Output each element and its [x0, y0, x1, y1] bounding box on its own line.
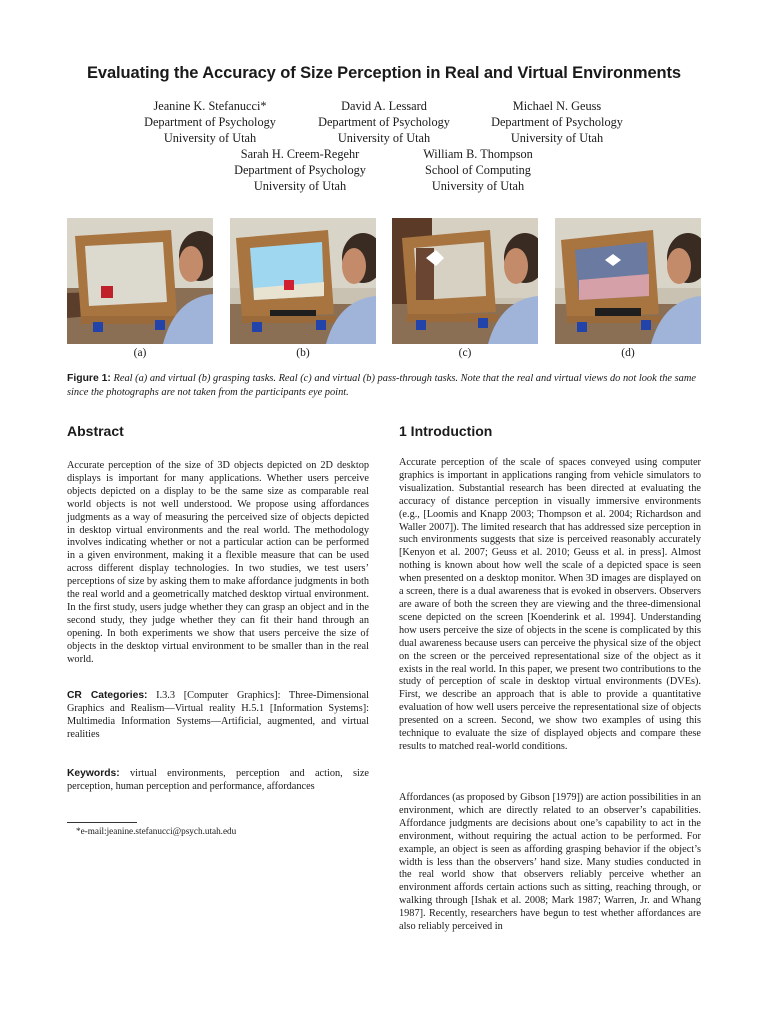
author-name: Jeanine K. Stefanucci* [153, 99, 267, 113]
figure-caption [67, 372, 703, 399]
author-inst: University of Utah [431, 179, 525, 193]
abstract-heading: Abstract [67, 423, 124, 439]
introduction-heading: 1 Introduction [399, 423, 493, 439]
footnote-email: *e-mail:jeanine.stefanucci@psych.utah.edu [76, 826, 237, 836]
author-block-3 [457, 98, 657, 146]
author-block-4 [200, 146, 400, 194]
keywords [67, 768, 369, 794]
introduction-paragraph-1: Accurate perception of the scale of spaces conveyed using computer graphics is important in applications ranging from vehicle simulators to visualization. Substantial research has been directed at evaluating the accuracy of distance perception in visually immersive environments (e.g., [Loomis and Knapp 2003; Thompson et al. 2004; Richardson and Waller 2007]). The limited research that has addressed size perception in such environments suggests that size is perceived reasonably accurately [Kenyon et al. 2007; Geuss et al. 2010; Geuss et al. in press]. Almost nothing is known about how well the scale of a depicted space is seen when presented on a desktop monitor. When 3D images are displayed on a screen, there is a dual awareness that is evoked in observers. Observers are aware of both the screen they are viewing and the three-dimensional scene depicted on the screen [Koenderink et al. 1994]. Understanding how users perceive the size of objects in the scene is complicated by this dual awareness because users can perceive the physical size of the object on the screen or the perceived representational size of the object as it exists in the real world. In this paper, we present two contributions to the study of perception of scale in desktop virtual environments (DVEs). First, we describe an approach that is able to provide a quantitative evaluation of how well users perceive the representational size of objects presented on a screen. Second, we show two examples of using this technique to evaluate the size of displayed objects and compare these results to matched real-world conditions. [399, 457, 701, 752]
figure-photo-real-pass-through [392, 218, 538, 344]
figure-label-b: (b) [296, 347, 310, 359]
author-name: Sarah H. Creem-Regehr [240, 147, 360, 161]
figure-caption-label: Figure 1: [67, 373, 111, 384]
author-name: Michael N. Geuss [512, 99, 602, 113]
figure-photo-virtual-grasping [230, 218, 376, 344]
author-dept: Department of Psychology [144, 115, 276, 129]
author-inst: University of Utah [163, 131, 257, 145]
author-inst: University of Utah [337, 131, 431, 145]
author-name: William B. Thompson [423, 147, 533, 161]
author-inst: University of Utah [253, 179, 347, 193]
abstract-body: Accurate perception of the size of 3D objects depicted on 2D desktop displays is important for many applications. Whether users perceive objects depicted on a display to be the same size as comparable real world objects is not well understood. We propose using affordances judgments as a way of measuring the perceived size of objects depicted in desktop virtual environments and the real world. The methodology involves indicating whether or not a particular action can be performed in a given environment, making it a flexible measure that can be used across different display technologies. In two studies, we test users’ perceptions of size by asking them to make affordance judgments in both the real world and a geometrically matched desktop virtual environment. In the first study, users judge whether they can grasp an object and in the second study, they judge whether they can fit their hand through an opening. In both experiments we show that users perceive the size of objects in the desktop virtual environment to be smaller than in the real world. [67, 460, 369, 665]
figure-label-d: (d) [621, 347, 635, 359]
figure-label-c: (c) [458, 347, 472, 359]
cr-categories-text: I.3.3 [Computer Graphics]: Three-Dimensional Graphics and Realism—Virtual reality H.5.1 [Information Systems]: Multimedia Information Systems—Artificial, augmented, and virtual realities [67, 690, 369, 740]
figure-caption-text: Real (a) and virtual (b) grasping tasks. Real (c) and virtual (b) pass-through tasks. Note that the real and virtual views do not look the same since the photographs are not taken from the participants eye point. [67, 373, 696, 398]
cr-categories [67, 690, 369, 742]
author-block-2 [284, 98, 484, 146]
keywords-label: Keywords: [67, 768, 120, 779]
cr-categories-label: CR Categories: [67, 690, 148, 701]
figure-label-a: (a) [133, 347, 147, 359]
footnote-rule [67, 822, 137, 823]
author-name: David A. Lessard [341, 99, 427, 113]
keywords-text: virtual environments, perception and action, size perception, human perception and performance, affordances [67, 768, 369, 792]
author-block-5 [378, 146, 578, 194]
author-dept: Department of Psychology [491, 115, 623, 129]
author-inst: University of Utah [510, 131, 604, 145]
introduction-paragraph-2: Affordances (as proposed by Gibson [1979]) are action possibilities in an environment, which are directly related to an observer’s capabilities. Affordance judgments are decisions about one’s capability to act in the environment, without requiring the actual action to be performed. For example, an object is seen as affording grasping behavior if the object’s width is less than the observers’ hand size. Many studies conducted in the real world show that observers reliably perceive whether an environment affords certain actions such as sitting, reaching through, or walking through [Ishak et al. 2008; Mark 1987; Warren, Jr. and Whang 1987]. Recently, researchers have begun to test whether affordances are also reliably perceived in [399, 792, 701, 933]
paper-title: Evaluating the Accuracy of Size Perception in Real and Virtual Environments [87, 64, 681, 82]
author-dept: Department of Psychology [318, 115, 450, 129]
author-dept: School of Computing [425, 163, 531, 177]
author-dept: Department of Psychology [234, 163, 366, 177]
author-block-1 [110, 98, 310, 146]
figure-photo-virtual-pass-through [555, 218, 701, 344]
figure-photo-real-grasping [67, 218, 213, 344]
